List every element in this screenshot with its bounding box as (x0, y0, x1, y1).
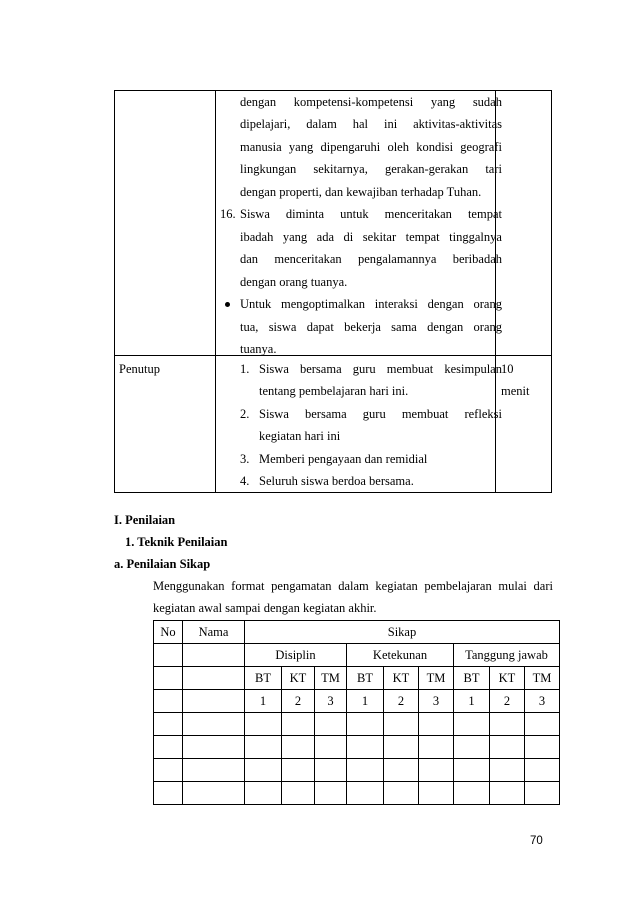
sub-header: KT (282, 667, 315, 690)
group-header: Tanggung jawab (454, 644, 560, 667)
bullet-icon (225, 302, 230, 307)
text-line: Siswa diminta untuk menceritakan tempat (240, 207, 502, 221)
text-line: dengan kompetensi-kompetensi yang sudah (240, 95, 502, 109)
attitude-assessment-table (153, 620, 560, 805)
text-line: ibadah yang ada di sekitar tempat tinggalnya (240, 230, 502, 244)
subsection-heading: a. Penilaian Sikap (114, 557, 211, 571)
item-number: 16. (220, 207, 236, 221)
text-line: Siswa bersama guru membuat kesimpulan (259, 362, 502, 376)
item-number: 4. (240, 474, 250, 488)
item-number: 3. (240, 452, 250, 466)
sub-header: KT (490, 667, 525, 690)
score-cell: 1 (245, 690, 282, 713)
item-number: 1. (240, 362, 250, 376)
group-header: Ketekunan (347, 644, 454, 667)
time-value: 10 (501, 362, 514, 376)
text-line: dipelajari, dalam hal ini aktivitas-aktivitas (240, 117, 502, 131)
text-line: Siswa bersama guru membuat refleksi (259, 407, 502, 421)
header-nama: Nama (183, 621, 245, 644)
text-line: dan menceritakan pengalamannya beribadah (240, 252, 502, 266)
text-line: tuanya. (240, 342, 277, 356)
text-line: lingkungan sekitarnya, gerakan-gerakan tari (240, 162, 502, 176)
score-cell: 1 (454, 690, 490, 713)
score-cell: 3 (315, 690, 347, 713)
sub-header: KT (384, 667, 419, 690)
sub-header: BT (245, 667, 282, 690)
score-cell: 2 (490, 690, 525, 713)
paragraph-line: Menggunakan format pengamatan dalam kegiatan pembelajaran mulai dari (153, 579, 553, 593)
text-line: tua, siswa dapat bekerja sama dengan orang (240, 320, 502, 334)
sub-header: BT (347, 667, 384, 690)
text-line: dengan orang tuanya. (240, 275, 348, 289)
item-number: 2. (240, 407, 250, 421)
header-sikap: Sikap (245, 621, 560, 644)
sub-header: TM (525, 667, 560, 690)
paragraph-line: kegiatan awal sampai dengan kegiatan akhir. (153, 601, 377, 615)
table-row (154, 759, 560, 782)
table-row (154, 713, 560, 736)
score-cell: 2 (384, 690, 419, 713)
score-cell: 1 (347, 690, 384, 713)
text-line: manusia yang dipengaruhi oleh kondisi geografi (240, 140, 502, 154)
page-number: 70 (530, 835, 543, 847)
subsection-heading: 1. Teknik Penilaian (125, 535, 228, 549)
score-cell: 2 (282, 690, 315, 713)
text-line: kegiatan hari ini (259, 429, 341, 443)
text-line: Untuk mengoptimalkan interaksi dengan orang (240, 297, 502, 311)
text-line: dengan properti, dan kewajiban terhadap Tuhan. (240, 185, 482, 199)
score-cell: 3 (525, 690, 560, 713)
table-row (154, 736, 560, 759)
text-line: Memberi pengayaan dan remidial (259, 452, 428, 466)
sub-header: TM (419, 667, 454, 690)
table-row (154, 782, 560, 805)
header-no: No (154, 621, 183, 644)
sub-header: BT (454, 667, 490, 690)
section-heading: I. Penilaian (114, 513, 176, 527)
penutup-label: Penutup (119, 362, 160, 376)
text-line: Seluruh siswa berdoa bersama. (259, 474, 414, 488)
score-cell: 3 (419, 690, 454, 713)
text-line: tentang pembelajaran hari ini. (259, 384, 409, 398)
time-unit: menit (501, 384, 530, 398)
sub-header: TM (315, 667, 347, 690)
group-header: Disiplin (245, 644, 347, 667)
